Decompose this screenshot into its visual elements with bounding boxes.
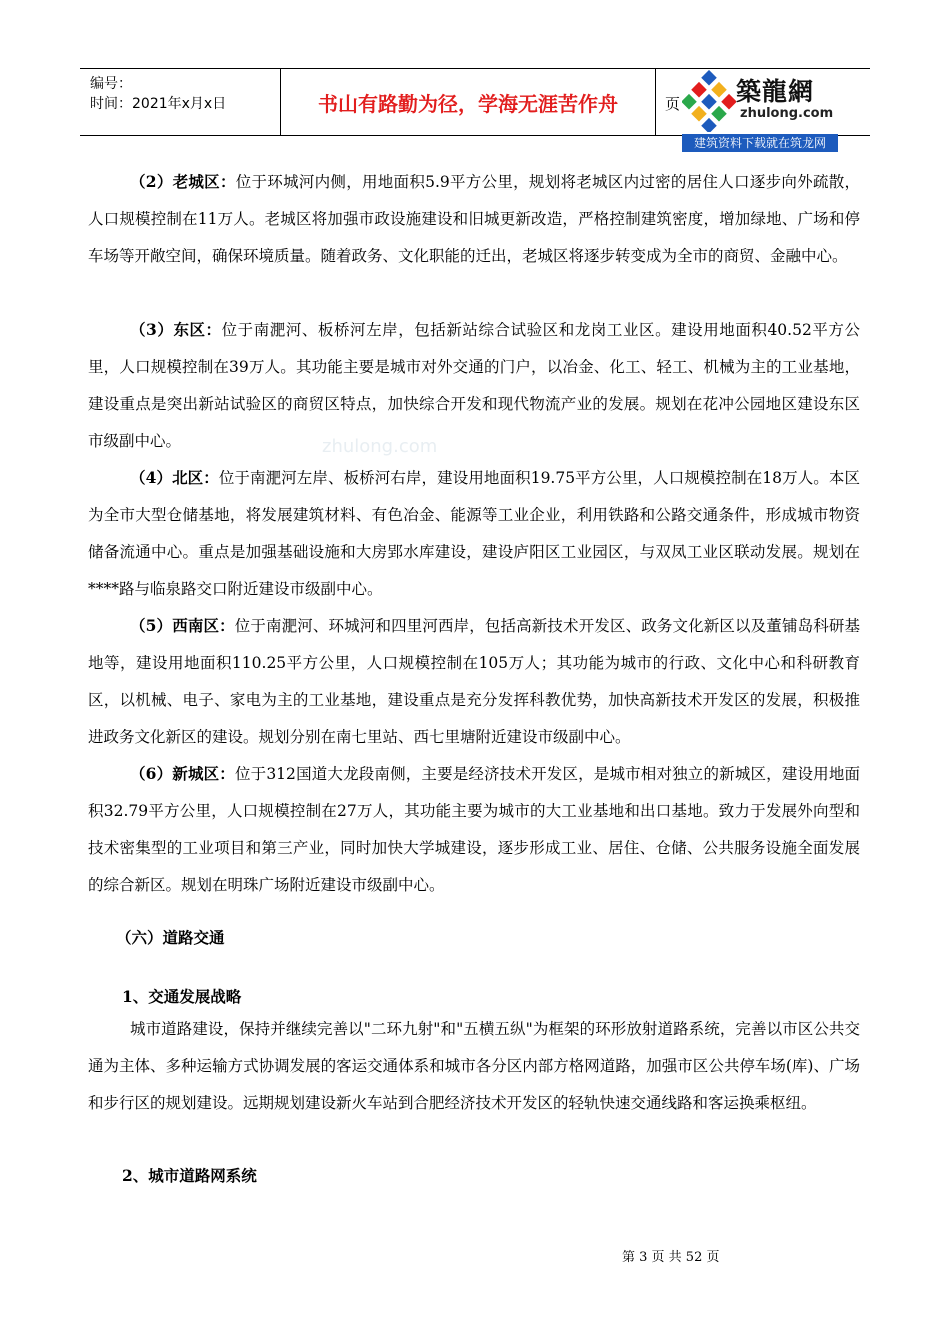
- section-southwest: [88, 607, 860, 756]
- logo-wordmark: 築龍網: [736, 77, 815, 106]
- strategy-text: 城市道路建设，保持并继续完善以"二环九射"和"五横五纵"为框架的环形放射道路系统，完善以市区公共交通为主体、多种运输方式协调发展的客运交通体系和城市各分区内部方格网道路，加强市区公共停车场(库)、广场和步行区的规划建设。远期规划建设新火车站到合肥经济技术开发区的轻轨快速交通线路和客运换乘枢纽。: [88, 1020, 860, 1112]
- header-motto-cell: [281, 69, 656, 135]
- section-label: （2）老城区：: [130, 172, 236, 191]
- header-motto: 书山有路勤为径，学海无涯苦作舟: [318, 91, 618, 116]
- header-page-label: 页: [665, 95, 681, 113]
- section-traffic-strategy: [88, 1011, 860, 1122]
- section-new-city: [88, 755, 860, 904]
- document-date-label: 时间：2021年x月x日: [90, 96, 227, 112]
- header-meta-cell: [80, 69, 281, 135]
- logo-url: zhulong.com: [740, 106, 834, 121]
- section-old-city: [88, 163, 860, 275]
- section-label: （5）西南区：: [130, 616, 235, 635]
- zhulong-logo: [682, 70, 838, 152]
- heading-traffic-strategy: 1、交通发展战略: [122, 987, 242, 1006]
- page-footer: 第 3 页 共 52 页: [622, 1250, 720, 1265]
- heading-road-network: 2、城市道路网系统: [122, 1166, 257, 1185]
- section-text: 位于南淝河、板桥河左岸，包括新站综合试验区和龙岗工业区。建设用地面积40.52平方公里，人口规模控制在39万人。其功能主要是城市对外交通的门户，以冶金、化工、轻工、机械为主的工业基地，建设重点是突出新站试验区的商贸区特点，加快综合开发和现代物流产业的发展。规划在花冲公园地区建设东区市级副中心。: [88, 321, 860, 450]
- section-text: 位于312国道大龙段南侧，主要是经济技术开发区，是城市相对独立的新城区，建设用地面积32.79平方公里，人口规模控制在27万人，其功能主要为城市的大工业基地和出口基地。致力于发展外向型和技术密集型的工业项目和第三产业，同时加快大学城建设，逐步形成工业、居住、仓储、公共服务设施全面发展的综合新区。规划在明珠广场附近建设市级副中心。: [88, 765, 860, 894]
- heading-road-traffic: （六）道路交通: [116, 928, 225, 947]
- logo-mosaic-icon: [682, 70, 736, 132]
- section-label: （4）北区：: [130, 468, 219, 487]
- document-number-label: 编号：: [90, 76, 132, 92]
- watermark: zhulong.com: [322, 436, 438, 457]
- section-label: （3）东区：: [130, 320, 222, 339]
- section-text: 位于环城河内侧，用地面积5.9平方公里，规划将老城区内过密的居住人口逐步向外疏散，人口规模控制在11万人。老城区将加强市政设施建设和旧城更新改造，严格控制建筑密度，增加绿地、广场和停车场等开敞空间，确保环境质量。随着政务、文化职能的迁出，老城区将逐步转变成为全市的商贸、金融中心。: [88, 173, 860, 265]
- section-text: 位于南淝河、环城河和四里河西岸，包括高新技术开发区、政务文化新区以及董铺岛科研基地等，建设用地面积110.25平方公里，人口规模控制在105万人；其功能为城市的行政、文化中心和科研教育区，以机械、电子、家电为主的工业基地，建设重点是充分发挥科教优势，加快高新技术开发区的发展，积极推进政务文化新区的建设。规划分别在南七里站、西七里塘附近建设市级副中心。: [88, 617, 860, 746]
- section-east: [88, 311, 860, 460]
- logo-banner: 建筑资料下载就在筑龙网: [682, 134, 838, 152]
- section-label: （6）新城区：: [130, 764, 235, 783]
- section-north: [88, 459, 860, 608]
- section-text: 位于南淝河左岸、板桥河右岸，建设用地面积19.75平方公里，人口规模控制在18万人。本区为全市大型仓储基地，将发展建筑材料、有色冶金、能源等工业企业，利用铁路和公路交通条件，形成城市物资储备流通中心。重点是加强基础设施和大房郢水库建设，建设庐阳区工业园区，与双凤工业区联动发展。规划在****路与临泉路交口附近建设市级副中心。: [88, 469, 860, 598]
